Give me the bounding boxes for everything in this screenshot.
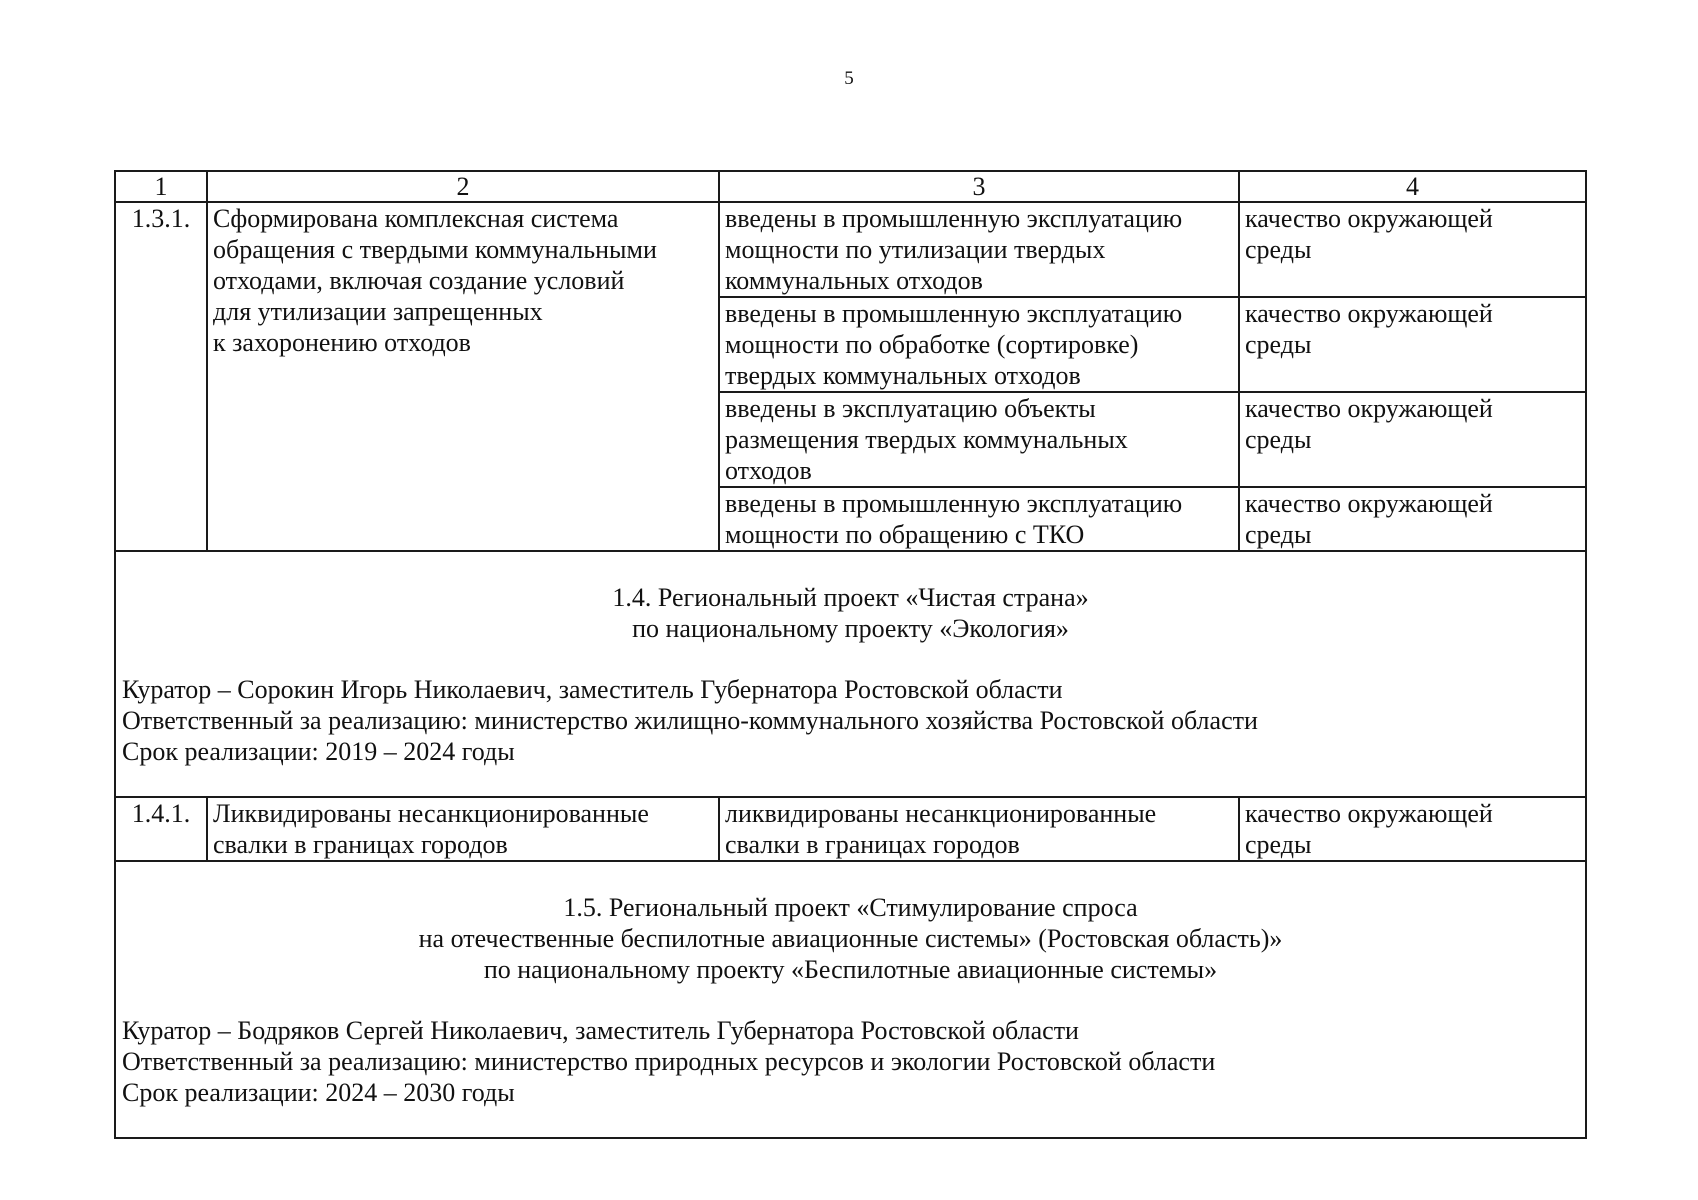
- section-title-line: на отечественные беспилотные авиационные системы» (Ростовская область)»: [418, 924, 1283, 953]
- indicator-cell: [1239, 487, 1586, 551]
- header-cell: 2: [207, 171, 719, 202]
- indicator-line: качество окружающей: [1245, 799, 1493, 828]
- result-line: размещения твердых коммунальных: [725, 425, 1128, 454]
- row-number: 1.4.1.: [115, 797, 207, 861]
- result-line: введены в промышленную эксплуатацию: [725, 204, 1183, 233]
- row-number: 1.3.1.: [115, 202, 207, 551]
- header-cell: 3: [719, 171, 1239, 202]
- term-line: Срок реализации: 2019 – 2024 годы: [122, 737, 515, 766]
- task-line: Ликвидированы несанкционированные: [213, 799, 649, 828]
- task-line: отходами, включая создание условий: [213, 266, 625, 295]
- result-line: мощности по утилизации твердых: [725, 235, 1106, 264]
- table-row: [115, 797, 1586, 861]
- indicator-line: качество окружающей: [1245, 394, 1493, 423]
- result-line: мощности по обращению с ТКО: [725, 520, 1085, 549]
- responsible-line: Ответственный за реализацию: министерство природных ресурсов и экологии Ростовской области: [122, 1047, 1216, 1076]
- section-title-line: 1.4. Региональный проект «Чистая страна»: [612, 583, 1089, 612]
- result-line: введены в промышленную эксплуатацию: [725, 489, 1183, 518]
- section-info: [122, 674, 1579, 767]
- page-number: 5: [844, 68, 854, 89]
- result-cell: [719, 392, 1239, 487]
- task-cell: [207, 202, 719, 551]
- indicator-cell: [1239, 297, 1586, 392]
- task-line: свалки в границах городов: [213, 830, 508, 859]
- table-row: [115, 202, 1586, 297]
- indicator-line: среды: [1245, 830, 1312, 859]
- section-title-line: 1.5. Региональный проект «Стимулирование спроса: [563, 893, 1138, 922]
- result-line: твердых коммунальных отходов: [725, 361, 1081, 390]
- task-line: к захоронению отходов: [213, 328, 471, 357]
- header-cell: 1: [115, 171, 207, 202]
- result-line: введены в промышленную эксплуатацию: [725, 299, 1183, 328]
- header-cell: 4: [1239, 171, 1586, 202]
- task-line: для утилизации запрещенных: [213, 297, 543, 326]
- curator-line: Куратор – Сорокин Игорь Николаевич, заместитель Губернатора Ростовской области: [122, 675, 1063, 704]
- section-1-5: [115, 861, 1586, 1138]
- section-row: [115, 861, 1586, 1138]
- result-line: свалки в границах городов: [725, 830, 1020, 859]
- result-cell: [719, 297, 1239, 392]
- task-cell: [207, 797, 719, 861]
- indicator-line: качество окружающей: [1245, 204, 1493, 233]
- result-line: коммунальных отходов: [725, 266, 983, 295]
- section-title-line: по национальному проекту «Экология»: [632, 614, 1069, 643]
- result-line: ликвидированы несанкционированные: [725, 799, 1157, 828]
- indicator-line: качество окружающей: [1245, 489, 1493, 518]
- indicator-line: среды: [1245, 330, 1312, 359]
- result-line: отходов: [725, 456, 812, 485]
- term-line: Срок реализации: 2024 – 2030 годы: [122, 1078, 515, 1107]
- result-cell: [719, 797, 1239, 861]
- section-row: [115, 551, 1586, 797]
- indicator-line: качество окружающей: [1245, 299, 1493, 328]
- result-cell: [719, 202, 1239, 297]
- projects-table: [114, 170, 1587, 1139]
- result-line: введены в эксплуатацию объекты: [725, 394, 1096, 423]
- task-line: Сформирована комплексная система: [213, 204, 619, 233]
- section-1-4: [115, 551, 1586, 797]
- indicator-cell: [1239, 797, 1586, 861]
- curator-line: Куратор – Бодряков Сергей Николаевич, заместитель Губернатора Ростовской области: [122, 1016, 1079, 1045]
- section-info: [122, 1015, 1579, 1108]
- section-title-line: по национальному проекту «Беспилотные авиационные системы»: [483, 955, 1218, 984]
- table-header-row: [115, 171, 1586, 202]
- indicator-cell: [1239, 202, 1586, 297]
- result-line: мощности по обработке (сортировке): [725, 330, 1139, 359]
- indicator-line: среды: [1245, 235, 1312, 264]
- indicator-line: среды: [1245, 520, 1312, 549]
- section-title: [122, 892, 1579, 985]
- section-title: [122, 582, 1579, 644]
- task-line: обращения с твердыми коммунальными: [213, 235, 657, 264]
- indicator-line: среды: [1245, 425, 1312, 454]
- indicator-cell: [1239, 392, 1586, 487]
- result-cell: [719, 487, 1239, 551]
- responsible-line: Ответственный за реализацию: министерство жилищно-коммунального хозяйства Ростовской области: [122, 706, 1258, 735]
